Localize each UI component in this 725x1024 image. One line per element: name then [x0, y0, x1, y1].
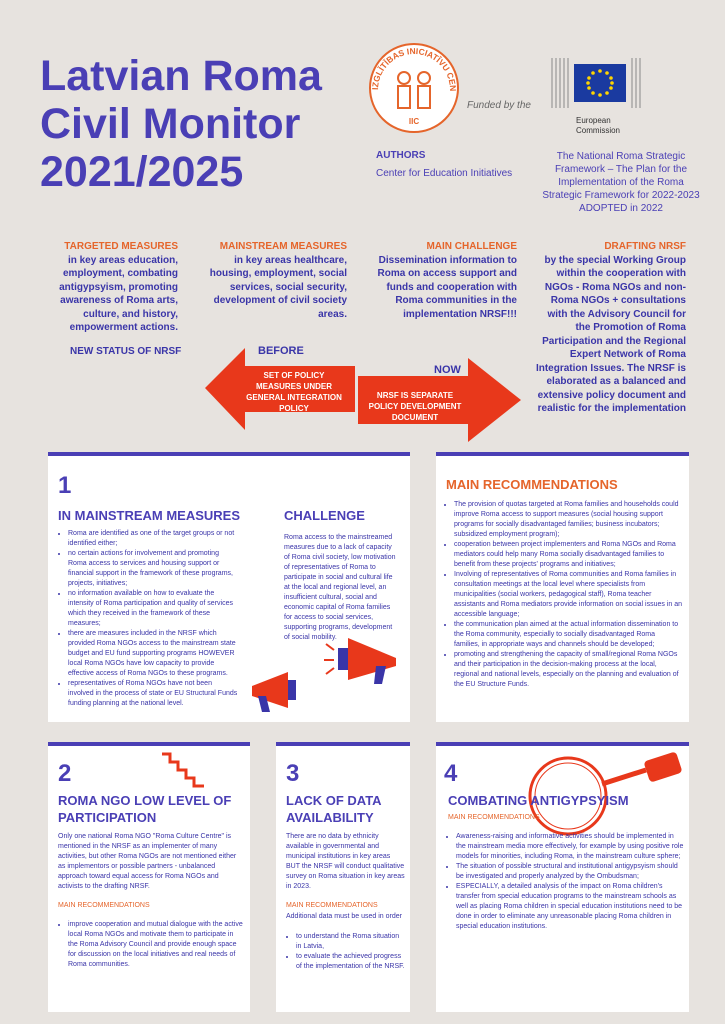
main-recommendations-heading: MAIN RECOMMENDATIONS — [446, 477, 618, 492]
column-heading: MAINSTREAM MEASURES — [219, 241, 347, 252]
page-title: Latvian Roma Civil Monitor 2021/2025 — [40, 52, 322, 196]
new-status-label: NEW STATUS OF NRSF — [70, 346, 182, 357]
main-recommendations-list — [444, 500, 682, 690]
now-label: NOW — [434, 364, 461, 376]
main-recommendations-card — [436, 452, 689, 722]
plan-text: The National Roma Strategic Framework – The Plan for the Implementation of the Roma Strategic Framework for 2022-2023 ADOPTED in 2022 — [542, 151, 700, 214]
section-number: 3 — [286, 760, 300, 787]
stairs-icon — [160, 750, 206, 790]
authors-heading: AUTHORS — [376, 150, 426, 161]
list-item: • The situation of possible structural and institutional antigypsyism should be investigated and properly analyzed by the Ombudsman; — [456, 862, 684, 882]
ec-label: European Commission — [576, 116, 621, 135]
column-text: by the special Working Group within the cooperation with NGOs - Roma NGOs and non-Roma NGOs + consultations with the Advisory Council for the Promotion of Roma Participation and the Regional Expert Network of Roma Integration Issues. The NRSF is elaborated as a balanced and extensive policy document and realistic for the implementation — [535, 254, 686, 414]
challenge-heading: CHALLENGE — [284, 508, 365, 523]
rec-heading: MAIN RECOMMENDATIONS — [286, 902, 378, 909]
column-text: Dissemination information to Roma on access support and funds and cooperation with Roma communities in the implementation NRSF!!! — [377, 254, 517, 320]
list-item: • improve cooperation and mutual dialogue with the active local Roma NGOs and motivate them to participate in the Roma Advisory Council and provide enough space for discussion on the local initiatives and real needs of Roma communities. — [68, 920, 244, 970]
list-item: • The provision of quotas targeted at Roma families and households could improve Roma access to support measures (social housing support programs for socially disadvantaged families; business incubators; subsidized employment program); — [454, 500, 682, 540]
list-item: • to evaluate the achieved progress of the implementation of the NRSF. — [296, 952, 406, 972]
iic-logo — [366, 40, 462, 136]
column-text: in key areas healthcare, housing, employment, social services, social security, development of civil society areas. — [209, 254, 347, 320]
mainstream-measures — [190, 240, 347, 321]
now-text: NRSF IS SEPARATE POLICY DEVELOPMENT DOCUMENT — [368, 391, 462, 422]
list-item: • representatives of Roma NGOs have not been involved in the process of state or EU Structural Funds funding planning at the national level. — [68, 679, 238, 709]
section-text: Only one national Roma NGO "Roma Culture Centre" is mentioned in the NRSF as an implementer of many activities, but other Roma NGOs are not mentioned either as implementors or possible partners - unbalanced approach toward equal access for Roma NGOs and activists to the drafting NRSF. — [58, 833, 237, 890]
section-heading: IN MAINSTREAM MEASURES — [58, 508, 241, 523]
section-4-list — [446, 832, 684, 932]
column-heading: TARGETED MEASURES — [64, 241, 178, 252]
list-item: • no certain actions for involvement and promoting Roma access to services and housing support or financial support in the framework of these programs, projects, initiatives; — [68, 549, 238, 589]
before-label: BEFORE — [258, 345, 304, 357]
logo-arc-text: IZGLĪTĪBAS INICIATĪVU CEN — [369, 45, 459, 92]
list-item: • cooperation between project implementers and Roma NGOs and Roma mediators could help many Roma socially disadvantaged families to benefit from these projects' programs and initiatives; — [454, 540, 682, 570]
list-item: • Awareness-raising and informative activities should be implemented in the mainstream media more effectively, for example by using positive role models for minorities, including Roma, in the mainstream culture sphere; — [456, 832, 684, 862]
section-3-card — [276, 742, 410, 1012]
section-heading: ROMA NGO LOW LEVEL OF PARTICIPATION — [58, 793, 232, 825]
logo-abbr: IIC — [408, 117, 420, 126]
list-item: • there are measures included in the NRSF which provided Roma NGOs access to the mainstream state budget and EU fund supporting programs HOWEVER local Roma NGOs have low capacity to provide effective access of Roma NGOs to these programs. — [68, 629, 238, 679]
list-item: • Roma are identified as one of the target groups or not identified either; — [68, 529, 238, 549]
list-item: • no information available on how to evaluate the intensity of Roma participation and quality of services which they received in the framework of these measures; — [68, 589, 238, 629]
funded-by-text: Funded by the — [467, 100, 531, 111]
section-number: 1 — [58, 472, 72, 499]
column-heading: DRAFTING NRSF — [604, 241, 686, 252]
section-text: There are no data by ethnicity available in governmental and municipal institutions in key areas BUT the NRSF will conduct qualitative survey on Roma situation in key areas in 2023. — [286, 833, 405, 890]
column-heading: MAIN CHALLENGE — [426, 241, 517, 252]
section-2-card — [48, 742, 250, 1012]
list-item: • ESPECIALLY, a detailed analysis of the impact on Roma children's transfer from special education programs to the mainstream schools as well as placing Roma children in special education institutions need to be done in order to eliminate any unreasonable placing Roma children in special education institutions. — [456, 882, 684, 932]
section-4-card — [436, 742, 689, 1012]
column-text: in key areas education, employment, combating antigypsyism, promoting awareness of Roma arts, culture, and history, empowerment actions. — [59, 254, 178, 333]
section-1-list — [58, 529, 238, 709]
list-item: • the communication plan aimed at the actual information dissemination to the Roma community, especially to socially disadvantaged Roma families, in appropriate ways and channels should be developed; — [454, 620, 682, 650]
list-item: • to understand the Roma situation in Latvia, — [296, 932, 406, 952]
before-text: SET OF POLICY MEASURES UNDER GENERAL INTEGRATION POLICY — [246, 371, 342, 413]
drafting-nrsf — [534, 240, 686, 416]
section-heading: COMBATING ANTIGYPSYISM — [448, 793, 629, 808]
section-number: 4 — [444, 760, 458, 787]
rec-text: Additional data must be used in order — [286, 913, 402, 920]
section-heading: LACK OF DATA AVAILABILITY — [286, 793, 382, 825]
section-3-list — [286, 932, 406, 972]
section-number: 2 — [58, 760, 72, 787]
rec-heading: MAIN RECOMMENDATIONS — [448, 814, 540, 821]
main-challenge — [366, 240, 517, 321]
list-item: • promoting and strengthening the capacity of small/regional Roma NGOs and their participation in the decision-making process at the local, regional and national levels, especially on the planning and evaluation of the EU Structure Funds. — [454, 650, 682, 690]
section-1-card — [48, 452, 410, 722]
list-item: • Involving of representatives of Roma communities and Roma families in consultation meetings at the local level where specialists from municipalities (social workers, pedagogical staff), Roma teacher assistants and Roma mediators provide information on social issues in an accessible language; — [454, 570, 682, 620]
targeted-measures — [40, 240, 178, 335]
rec-heading: MAIN RECOMMENDATIONS — [58, 902, 150, 909]
authors-value: Center for Education Initiatives — [376, 168, 513, 179]
megaphone-icon — [320, 634, 400, 688]
challenge-text: Roma access to the mainstreamed measures due to a lack of capacity of Roma civil society, low motivation of representatives of Roma to participate in social and cultural life at the local and regional level, an insufficient cultural, social and economic capital of Roma families for access to social services, supporting programs, development of social mobility. — [284, 534, 396, 641]
megaphone-icon — [248, 666, 312, 714]
section-2-list — [58, 920, 244, 970]
